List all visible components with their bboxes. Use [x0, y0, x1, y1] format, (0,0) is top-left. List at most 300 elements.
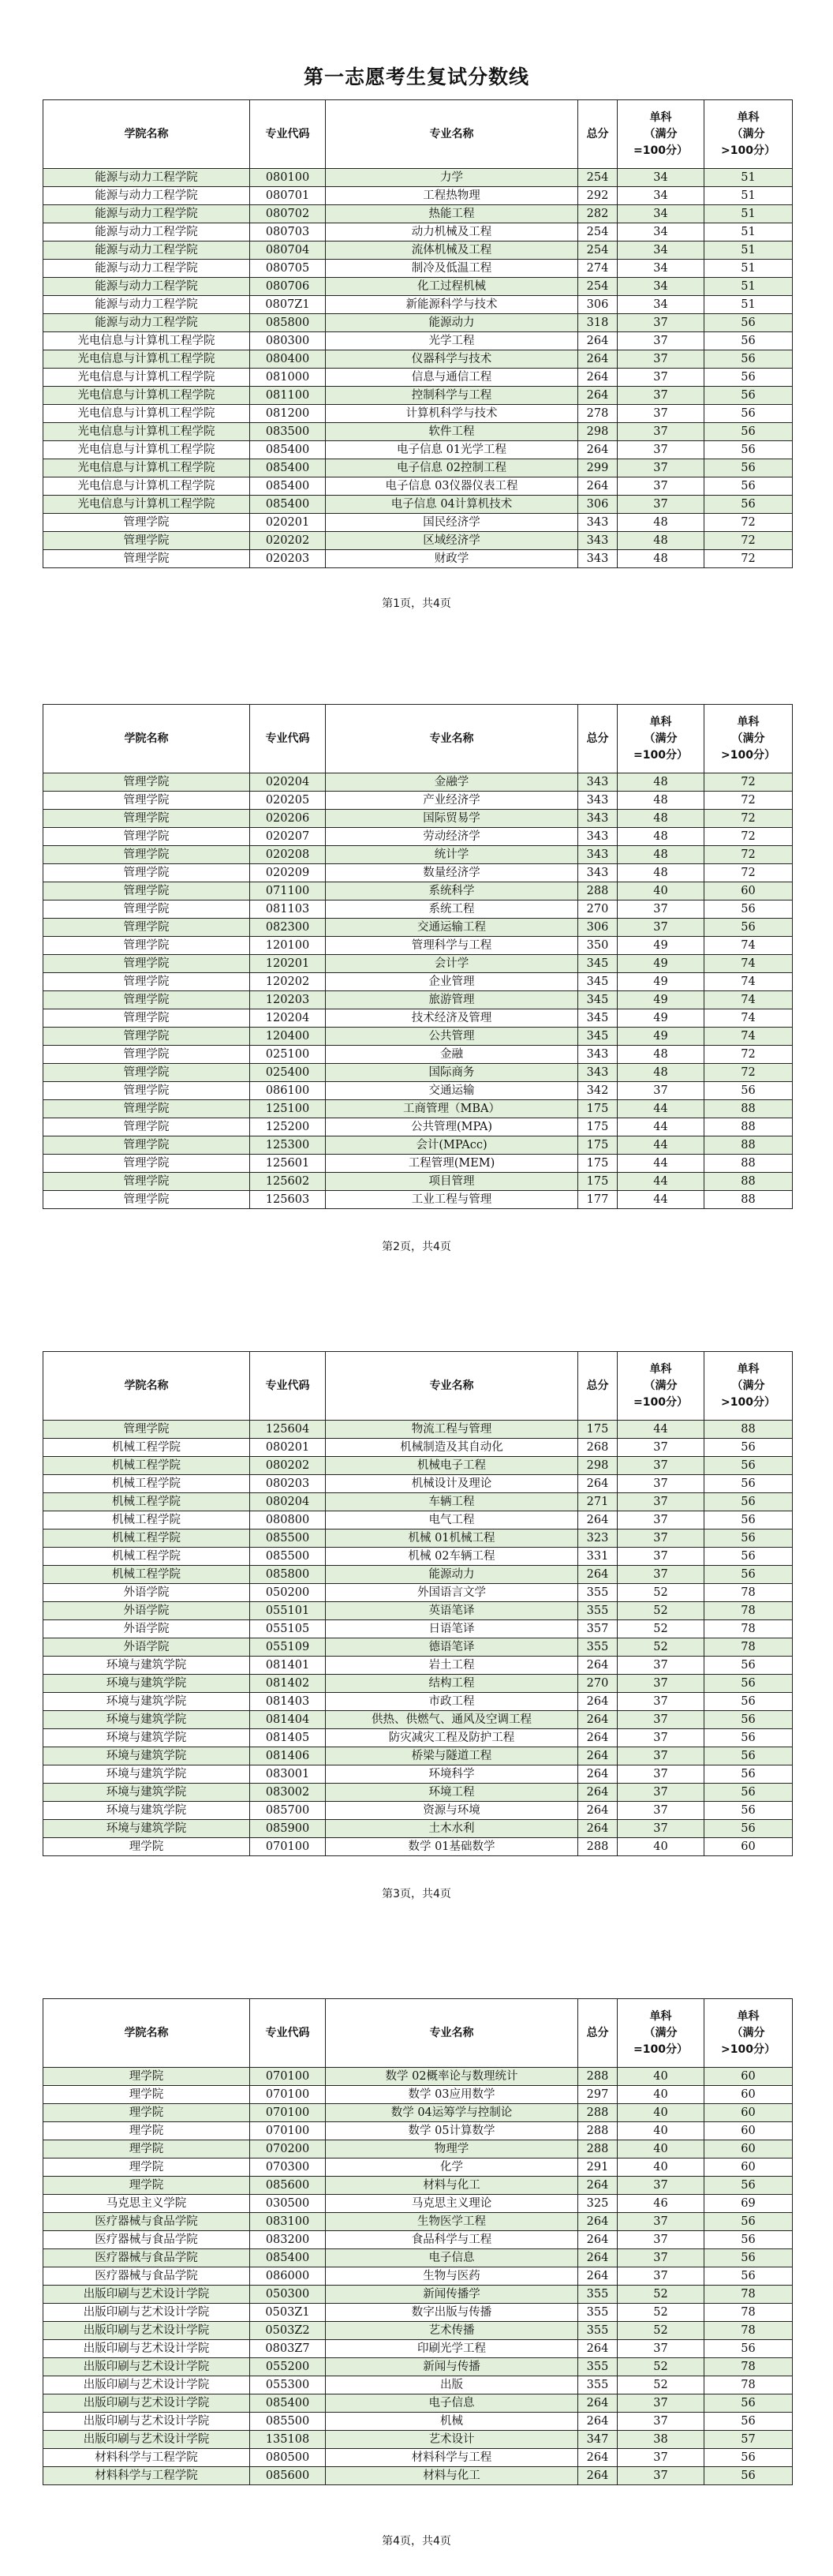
college-name-cell: 出版印刷与艺术设计学院 — [43, 2340, 250, 2358]
table-row — [43, 1493, 793, 1511]
table-row — [43, 2322, 793, 2340]
single-subject-over-100-cell: 56 — [704, 1765, 793, 1784]
major-code-cell: 085400 — [250, 2394, 326, 2413]
major-code-cell: 0803Z7 — [250, 2340, 326, 2358]
major-code-cell: 030500 — [250, 2195, 326, 2213]
single-subject-over-100-cell: 74 — [704, 1028, 793, 1046]
table-row — [43, 2431, 793, 2449]
single-subject-100-cell: 48 — [618, 514, 704, 532]
total-score-cell: 264 — [578, 2231, 618, 2249]
college-name-cell: 光电信息与计算机工程学院 — [43, 477, 250, 496]
college-name-cell: 环境与建筑学院 — [43, 1765, 250, 1784]
major-code-cell: 055101 — [250, 1602, 326, 1620]
college-name-cell: 环境与建筑学院 — [43, 1747, 250, 1765]
major-code-cell: 120201 — [250, 955, 326, 973]
major-code-cell: 085500 — [250, 1548, 326, 1566]
major-name-cell: 电子信息 01光学工程 — [326, 441, 578, 459]
major-code-cell: 125603 — [250, 1191, 326, 1209]
single-subject-100-cell: 37 — [618, 387, 704, 405]
single-subject-100-header: 单科 （满分 =100分） — [618, 705, 704, 773]
single-subject-over-100-cell: 56 — [704, 2267, 793, 2286]
major-code-cell: 120204 — [250, 1009, 326, 1028]
major-code-cell: 025100 — [250, 1046, 326, 1064]
major-name-cell: 数学 05计算数学 — [326, 2122, 578, 2140]
single-subject-over-100-cell: 56 — [704, 2449, 793, 2467]
single-subject-over-100-cell: 56 — [704, 1675, 793, 1693]
college-name-cell: 机械工程学院 — [43, 1530, 250, 1548]
single-subject-100-cell: 34 — [618, 223, 704, 242]
total-score-cell: 175 — [578, 1173, 618, 1191]
total-score-cell: 278 — [578, 405, 618, 423]
major-name-cell: 机械制造及其自动化 — [326, 1439, 578, 1457]
table-row — [43, 260, 793, 278]
major-name-cell: 电子信息 03仪器仪表工程 — [326, 477, 578, 496]
single-subject-100-cell: 40 — [618, 2104, 704, 2122]
major-code-cell: 120202 — [250, 973, 326, 991]
single-subject-over-100-cell: 72 — [704, 550, 793, 568]
single-subject-over-100-cell: 56 — [704, 350, 793, 369]
single-subject-over-100-cell: 60 — [704, 882, 793, 900]
major-code-cell: 086000 — [250, 2267, 326, 2286]
total-score-cell: 264 — [578, 1820, 618, 1838]
table-row — [43, 2394, 793, 2413]
major-name-cell: 机械电子工程 — [326, 1457, 578, 1475]
major-name-cell: 土木水利 — [326, 1820, 578, 1838]
major-name-cell: 电子信息 — [326, 2249, 578, 2267]
total-score-cell: 343 — [578, 1046, 618, 1064]
major-code-cell: 080701 — [250, 187, 326, 205]
table-row — [43, 937, 793, 955]
college-name-cell: 环境与建筑学院 — [43, 1711, 250, 1729]
college-name-cell: 马克思主义学院 — [43, 2195, 250, 2213]
single-subject-over-100-cell: 60 — [704, 2159, 793, 2177]
total-score-header: 总分 — [578, 1352, 618, 1421]
table-row — [43, 2286, 793, 2304]
single-subject-over-100-cell: 72 — [704, 773, 793, 792]
major-code-cell: 080202 — [250, 1457, 326, 1475]
college-name-cell: 出版印刷与艺术设计学院 — [43, 2304, 250, 2322]
major-name-header: 专业名称 — [326, 705, 578, 773]
total-score-cell: 264 — [578, 1511, 618, 1530]
college-name-cell: 出版印刷与艺术设计学院 — [43, 2322, 250, 2340]
single-subject-over-100-cell: 60 — [704, 2140, 793, 2159]
major-code-cell: 125200 — [250, 1118, 326, 1136]
college-name-cell: 管理学院 — [43, 1136, 250, 1155]
table-row — [43, 1820, 793, 1838]
college-name-cell: 管理学院 — [43, 1155, 250, 1173]
major-name-cell: 生物医学工程 — [326, 2213, 578, 2231]
single-subject-100-cell: 37 — [618, 332, 704, 350]
single-subject-100-cell: 37 — [618, 2467, 704, 2485]
single-subject-over-100-cell: 88 — [704, 1173, 793, 1191]
single-subject-over-100-cell: 72 — [704, 532, 793, 550]
total-score-cell: 264 — [578, 441, 618, 459]
single-subject-100-cell: 37 — [618, 2340, 704, 2358]
single-subject-over-100-cell: 74 — [704, 937, 793, 955]
table-row — [43, 792, 793, 810]
college-name-cell: 理学院 — [43, 1838, 250, 1856]
total-score-cell: 342 — [578, 1082, 618, 1100]
college-name-cell: 理学院 — [43, 2104, 250, 2122]
total-score-cell: 343 — [578, 828, 618, 846]
total-score-cell: 288 — [578, 1838, 618, 1856]
single-subject-100-cell: 46 — [618, 2195, 704, 2213]
table-row — [43, 223, 793, 242]
single-subject-over-100-header: 单科 （满分 >100分） — [704, 1999, 793, 2068]
single-subject-100-cell: 52 — [618, 2286, 704, 2304]
table-row — [43, 773, 793, 792]
single-subject-over-100-cell: 56 — [704, 2413, 793, 2431]
table-row — [43, 1693, 793, 1711]
total-score-cell: 345 — [578, 1009, 618, 1028]
table-row — [43, 1620, 793, 1638]
single-subject-100-cell: 48 — [618, 550, 704, 568]
single-subject-100-cell: 40 — [618, 2140, 704, 2159]
major-code-cell: 0503Z2 — [250, 2322, 326, 2340]
major-name-cell: 市政工程 — [326, 1693, 578, 1711]
college-name-cell: 医疗器械与食品学院 — [43, 2249, 250, 2267]
table-row — [43, 882, 793, 900]
score-table — [43, 1998, 793, 2485]
single-subject-100-cell: 48 — [618, 846, 704, 864]
college-name-cell: 管理学院 — [43, 792, 250, 810]
major-name-cell: 车辆工程 — [326, 1493, 578, 1511]
total-score-cell: 288 — [578, 2140, 618, 2159]
major-code-cell: 081000 — [250, 369, 326, 387]
single-subject-over-100-cell: 56 — [704, 1747, 793, 1765]
college-name-header: 学院名称 — [43, 1352, 250, 1421]
single-subject-100-cell: 34 — [618, 205, 704, 223]
major-code-cell: 081103 — [250, 900, 326, 919]
college-name-cell: 管理学院 — [43, 1064, 250, 1082]
single-subject-100-cell: 37 — [618, 423, 704, 441]
single-subject-over-100-cell: 78 — [704, 2376, 793, 2394]
major-name-cell: 公共管理 — [326, 1028, 578, 1046]
table-row — [43, 1548, 793, 1566]
single-subject-over-100-cell: 56 — [704, 1493, 793, 1511]
college-name-cell: 外语学院 — [43, 1638, 250, 1657]
major-name-cell: 计算机科学与技术 — [326, 405, 578, 423]
single-subject-over-100-cell: 72 — [704, 514, 793, 532]
college-name-cell: 环境与建筑学院 — [43, 1675, 250, 1693]
college-name-cell: 管理学院 — [43, 514, 250, 532]
single-subject-over-100-cell: 74 — [704, 991, 793, 1009]
total-score-cell: 355 — [578, 2322, 618, 2340]
single-subject-100-cell: 37 — [618, 1802, 704, 1820]
table-row — [43, 2267, 793, 2286]
major-name-cell: 艺术传播 — [326, 2322, 578, 2340]
table-header-row — [43, 100, 793, 169]
major-name-cell: 数学 04运筹学与控制论 — [326, 2104, 578, 2122]
college-name-cell: 管理学院 — [43, 846, 250, 864]
single-subject-over-100-cell: 56 — [704, 441, 793, 459]
college-name-cell: 机械工程学院 — [43, 1457, 250, 1475]
total-score-cell: 254 — [578, 242, 618, 260]
major-code-cell: 020204 — [250, 773, 326, 792]
major-code-cell: 020205 — [250, 792, 326, 810]
table-row — [43, 810, 793, 828]
table-row — [43, 1765, 793, 1784]
college-name-cell: 管理学院 — [43, 1100, 250, 1118]
table-row — [43, 350, 793, 369]
college-name-cell: 管理学院 — [43, 864, 250, 882]
single-subject-over-100-cell: 72 — [704, 846, 793, 864]
total-score-cell: 345 — [578, 973, 618, 991]
major-code-cell: 085400 — [250, 459, 326, 477]
major-name-cell: 国际商务 — [326, 1064, 578, 1082]
major-code-cell: 125601 — [250, 1155, 326, 1173]
total-score-cell: 264 — [578, 2467, 618, 2485]
major-name-cell: 信息与通信工程 — [326, 369, 578, 387]
major-code-cell: 081406 — [250, 1747, 326, 1765]
table-row — [43, 187, 793, 205]
table-header-row — [43, 1352, 793, 1421]
major-code-cell: 125604 — [250, 1421, 326, 1439]
single-subject-over-100-cell: 56 — [704, 2467, 793, 2485]
major-code-cell: 085400 — [250, 477, 326, 496]
major-code-cell: 086100 — [250, 1082, 326, 1100]
major-code-cell: 083200 — [250, 2231, 326, 2249]
major-code-header: 专业代码 — [250, 1352, 326, 1421]
college-name-cell: 光电信息与计算机工程学院 — [43, 441, 250, 459]
single-subject-100-cell: 37 — [618, 1493, 704, 1511]
major-code-cell: 125602 — [250, 1173, 326, 1191]
single-subject-over-100-cell: 56 — [704, 387, 793, 405]
table-row — [43, 2231, 793, 2249]
single-subject-100-cell: 37 — [618, 496, 704, 514]
single-subject-100-cell: 37 — [618, 459, 704, 477]
table-row — [43, 2140, 793, 2159]
table-row — [43, 1784, 793, 1802]
major-name-cell: 艺术设计 — [326, 2431, 578, 2449]
table-row — [43, 405, 793, 423]
table-row — [43, 1173, 793, 1191]
college-name-cell: 能源与动力工程学院 — [43, 223, 250, 242]
single-subject-100-cell: 37 — [618, 2249, 704, 2267]
table-row — [43, 550, 793, 568]
major-name-cell: 项目管理 — [326, 1173, 578, 1191]
total-score-cell: 355 — [578, 2358, 618, 2376]
total-score-cell: 318 — [578, 314, 618, 332]
total-score-cell: 264 — [578, 1802, 618, 1820]
major-name-cell: 公共管理(MPA) — [326, 1118, 578, 1136]
single-subject-100-cell: 52 — [618, 2358, 704, 2376]
page-footer: 第4页，共4页 — [382, 2535, 451, 2548]
major-code-cell: 125300 — [250, 1136, 326, 1155]
single-subject-over-100-cell: 78 — [704, 2304, 793, 2322]
major-name-cell: 软件工程 — [326, 423, 578, 441]
major-name-cell: 能源动力 — [326, 1566, 578, 1584]
single-subject-over-100-cell: 60 — [704, 2086, 793, 2104]
college-name-cell: 光电信息与计算机工程学院 — [43, 459, 250, 477]
total-score-cell: 357 — [578, 1620, 618, 1638]
single-subject-over-100-cell: 56 — [704, 1457, 793, 1475]
table-row — [43, 1439, 793, 1457]
major-code-cell: 085700 — [250, 1802, 326, 1820]
major-code-cell: 080704 — [250, 242, 326, 260]
major-code-cell: 082300 — [250, 919, 326, 937]
total-score-cell: 343 — [578, 532, 618, 550]
major-name-cell: 日语笔译 — [326, 1620, 578, 1638]
major-code-cell: 055300 — [250, 2376, 326, 2394]
table-row — [43, 2449, 793, 2467]
college-name-cell: 管理学院 — [43, 1028, 250, 1046]
single-subject-over-100-cell: 56 — [704, 1802, 793, 1820]
total-score-cell: 271 — [578, 1493, 618, 1511]
single-subject-over-100-cell: 78 — [704, 2358, 793, 2376]
single-subject-over-100-cell: 56 — [704, 1657, 793, 1675]
major-code-cell: 080800 — [250, 1511, 326, 1530]
single-subject-100-cell: 40 — [618, 1838, 704, 1856]
table-row — [43, 1838, 793, 1856]
total-score-cell: 343 — [578, 514, 618, 532]
single-subject-100-cell: 37 — [618, 2231, 704, 2249]
major-code-cell: 020207 — [250, 828, 326, 846]
total-score-cell: 264 — [578, 1566, 618, 1584]
table-row — [43, 423, 793, 441]
total-score-cell: 264 — [578, 1657, 618, 1675]
total-score-cell: 345 — [578, 1028, 618, 1046]
total-score-cell: 264 — [578, 2213, 618, 2231]
single-subject-over-100-cell: 78 — [704, 1602, 793, 1620]
major-code-cell: 083001 — [250, 1765, 326, 1784]
single-subject-100-cell: 37 — [618, 919, 704, 937]
major-name-cell: 数学 02概率论与数理统计 — [326, 2068, 578, 2086]
college-name-cell: 材料科学与工程学院 — [43, 2449, 250, 2467]
single-subject-100-cell: 52 — [618, 2376, 704, 2394]
table-row — [43, 1155, 793, 1173]
major-code-cell: 055105 — [250, 1620, 326, 1638]
major-name-cell: 管理科学与工程 — [326, 937, 578, 955]
total-score-cell: 299 — [578, 459, 618, 477]
table-header-row — [43, 1999, 793, 2068]
college-name-cell: 环境与建筑学院 — [43, 1784, 250, 1802]
single-subject-100-cell: 37 — [618, 2413, 704, 2431]
major-code-cell: 020201 — [250, 514, 326, 532]
single-subject-over-100-header: 单科 （满分 >100分） — [704, 705, 793, 773]
single-subject-100-cell: 34 — [618, 169, 704, 187]
major-code-cell: 071100 — [250, 882, 326, 900]
single-subject-100-cell: 44 — [618, 1100, 704, 1118]
single-subject-over-100-cell: 60 — [704, 2122, 793, 2140]
total-score-cell: 264 — [578, 2340, 618, 2358]
college-name-cell: 光电信息与计算机工程学院 — [43, 387, 250, 405]
major-code-cell: 050200 — [250, 1584, 326, 1602]
single-subject-over-100-cell: 56 — [704, 369, 793, 387]
total-score-header: 总分 — [578, 1999, 618, 2068]
table-row — [43, 2413, 793, 2431]
single-subject-over-100-cell: 56 — [704, 405, 793, 423]
single-subject-over-100-cell: 56 — [704, 423, 793, 441]
major-code-cell: 025400 — [250, 1064, 326, 1082]
college-name-cell: 管理学院 — [43, 955, 250, 973]
major-name-cell: 防灾减灾工程及防护工程 — [326, 1729, 578, 1747]
college-name-cell: 环境与建筑学院 — [43, 1657, 250, 1675]
single-subject-100-cell: 49 — [618, 991, 704, 1009]
major-name-cell: 机械 01机械工程 — [326, 1530, 578, 1548]
major-name-cell: 电子信息 — [326, 2394, 578, 2413]
single-subject-100-cell: 37 — [618, 1566, 704, 1584]
single-subject-over-100-cell: 56 — [704, 496, 793, 514]
table-row — [43, 1046, 793, 1064]
college-name-cell: 机械工程学院 — [43, 1548, 250, 1566]
major-name-cell: 机械设计及理论 — [326, 1475, 578, 1493]
college-name-cell: 管理学院 — [43, 1046, 250, 1064]
table-row — [43, 477, 793, 496]
total-score-cell: 343 — [578, 864, 618, 882]
major-name-cell: 控制科学与工程 — [326, 387, 578, 405]
table-row — [43, 828, 793, 846]
total-score-cell: 298 — [578, 423, 618, 441]
single-subject-over-100-cell: 72 — [704, 864, 793, 882]
single-subject-over-100-cell: 88 — [704, 1100, 793, 1118]
total-score-cell: 264 — [578, 1784, 618, 1802]
college-name-cell: 外语学院 — [43, 1602, 250, 1620]
single-subject-100-cell: 49 — [618, 973, 704, 991]
major-name-cell: 热能工程 — [326, 205, 578, 223]
major-name-cell: 会计学 — [326, 955, 578, 973]
total-score-cell: 288 — [578, 2122, 618, 2140]
total-score-cell: 343 — [578, 810, 618, 828]
single-subject-100-cell: 37 — [618, 1711, 704, 1729]
major-code-cell: 050300 — [250, 2286, 326, 2304]
single-subject-over-100-cell: 88 — [704, 1118, 793, 1136]
major-name-cell: 动力机械及工程 — [326, 223, 578, 242]
single-subject-over-100-cell: 56 — [704, 1566, 793, 1584]
major-name-header: 专业名称 — [326, 1999, 578, 2068]
single-subject-over-100-cell: 51 — [704, 169, 793, 187]
major-name-cell: 光学工程 — [326, 332, 578, 350]
major-name-cell: 岩土工程 — [326, 1657, 578, 1675]
major-name-cell: 环境工程 — [326, 1784, 578, 1802]
table-row — [43, 1747, 793, 1765]
major-code-cell: 020206 — [250, 810, 326, 828]
total-score-cell: 343 — [578, 1064, 618, 1082]
college-name-cell: 管理学院 — [43, 919, 250, 937]
college-name-cell: 机械工程学院 — [43, 1511, 250, 1530]
table-row — [43, 242, 793, 260]
major-code-cell: 080100 — [250, 169, 326, 187]
total-score-cell: 264 — [578, 1765, 618, 1784]
single-subject-100-header: 单科 （满分 =100分） — [618, 1999, 704, 2068]
single-subject-100-cell: 37 — [618, 1511, 704, 1530]
major-name-cell: 产业经济学 — [326, 792, 578, 810]
college-name-cell: 能源与动力工程学院 — [43, 187, 250, 205]
major-name-cell: 材料与化工 — [326, 2467, 578, 2485]
total-score-cell: 306 — [578, 496, 618, 514]
single-subject-over-100-cell: 72 — [704, 1046, 793, 1064]
table-row — [43, 1136, 793, 1155]
single-subject-over-100-cell: 72 — [704, 810, 793, 828]
major-name-cell: 新闻与传播 — [326, 2358, 578, 2376]
single-subject-100-cell: 48 — [618, 864, 704, 882]
single-subject-over-100-cell: 56 — [704, 919, 793, 937]
total-score-cell: 264 — [578, 2267, 618, 2286]
college-name-cell: 机械工程学院 — [43, 1566, 250, 1584]
major-code-cell: 081404 — [250, 1711, 326, 1729]
single-subject-100-cell: 52 — [618, 1602, 704, 1620]
single-subject-100-header: 单科 （满分 =100分） — [618, 100, 704, 169]
college-name-cell: 管理学院 — [43, 991, 250, 1009]
total-score-header: 总分 — [578, 705, 618, 773]
college-name-cell: 光电信息与计算机工程学院 — [43, 496, 250, 514]
total-score-cell: 274 — [578, 260, 618, 278]
college-name-cell: 能源与动力工程学院 — [43, 242, 250, 260]
single-subject-100-cell: 48 — [618, 1064, 704, 1082]
college-name-cell: 医疗器械与食品学院 — [43, 2213, 250, 2231]
college-name-cell: 能源与动力工程学院 — [43, 314, 250, 332]
major-name-cell: 区域经济学 — [326, 532, 578, 550]
